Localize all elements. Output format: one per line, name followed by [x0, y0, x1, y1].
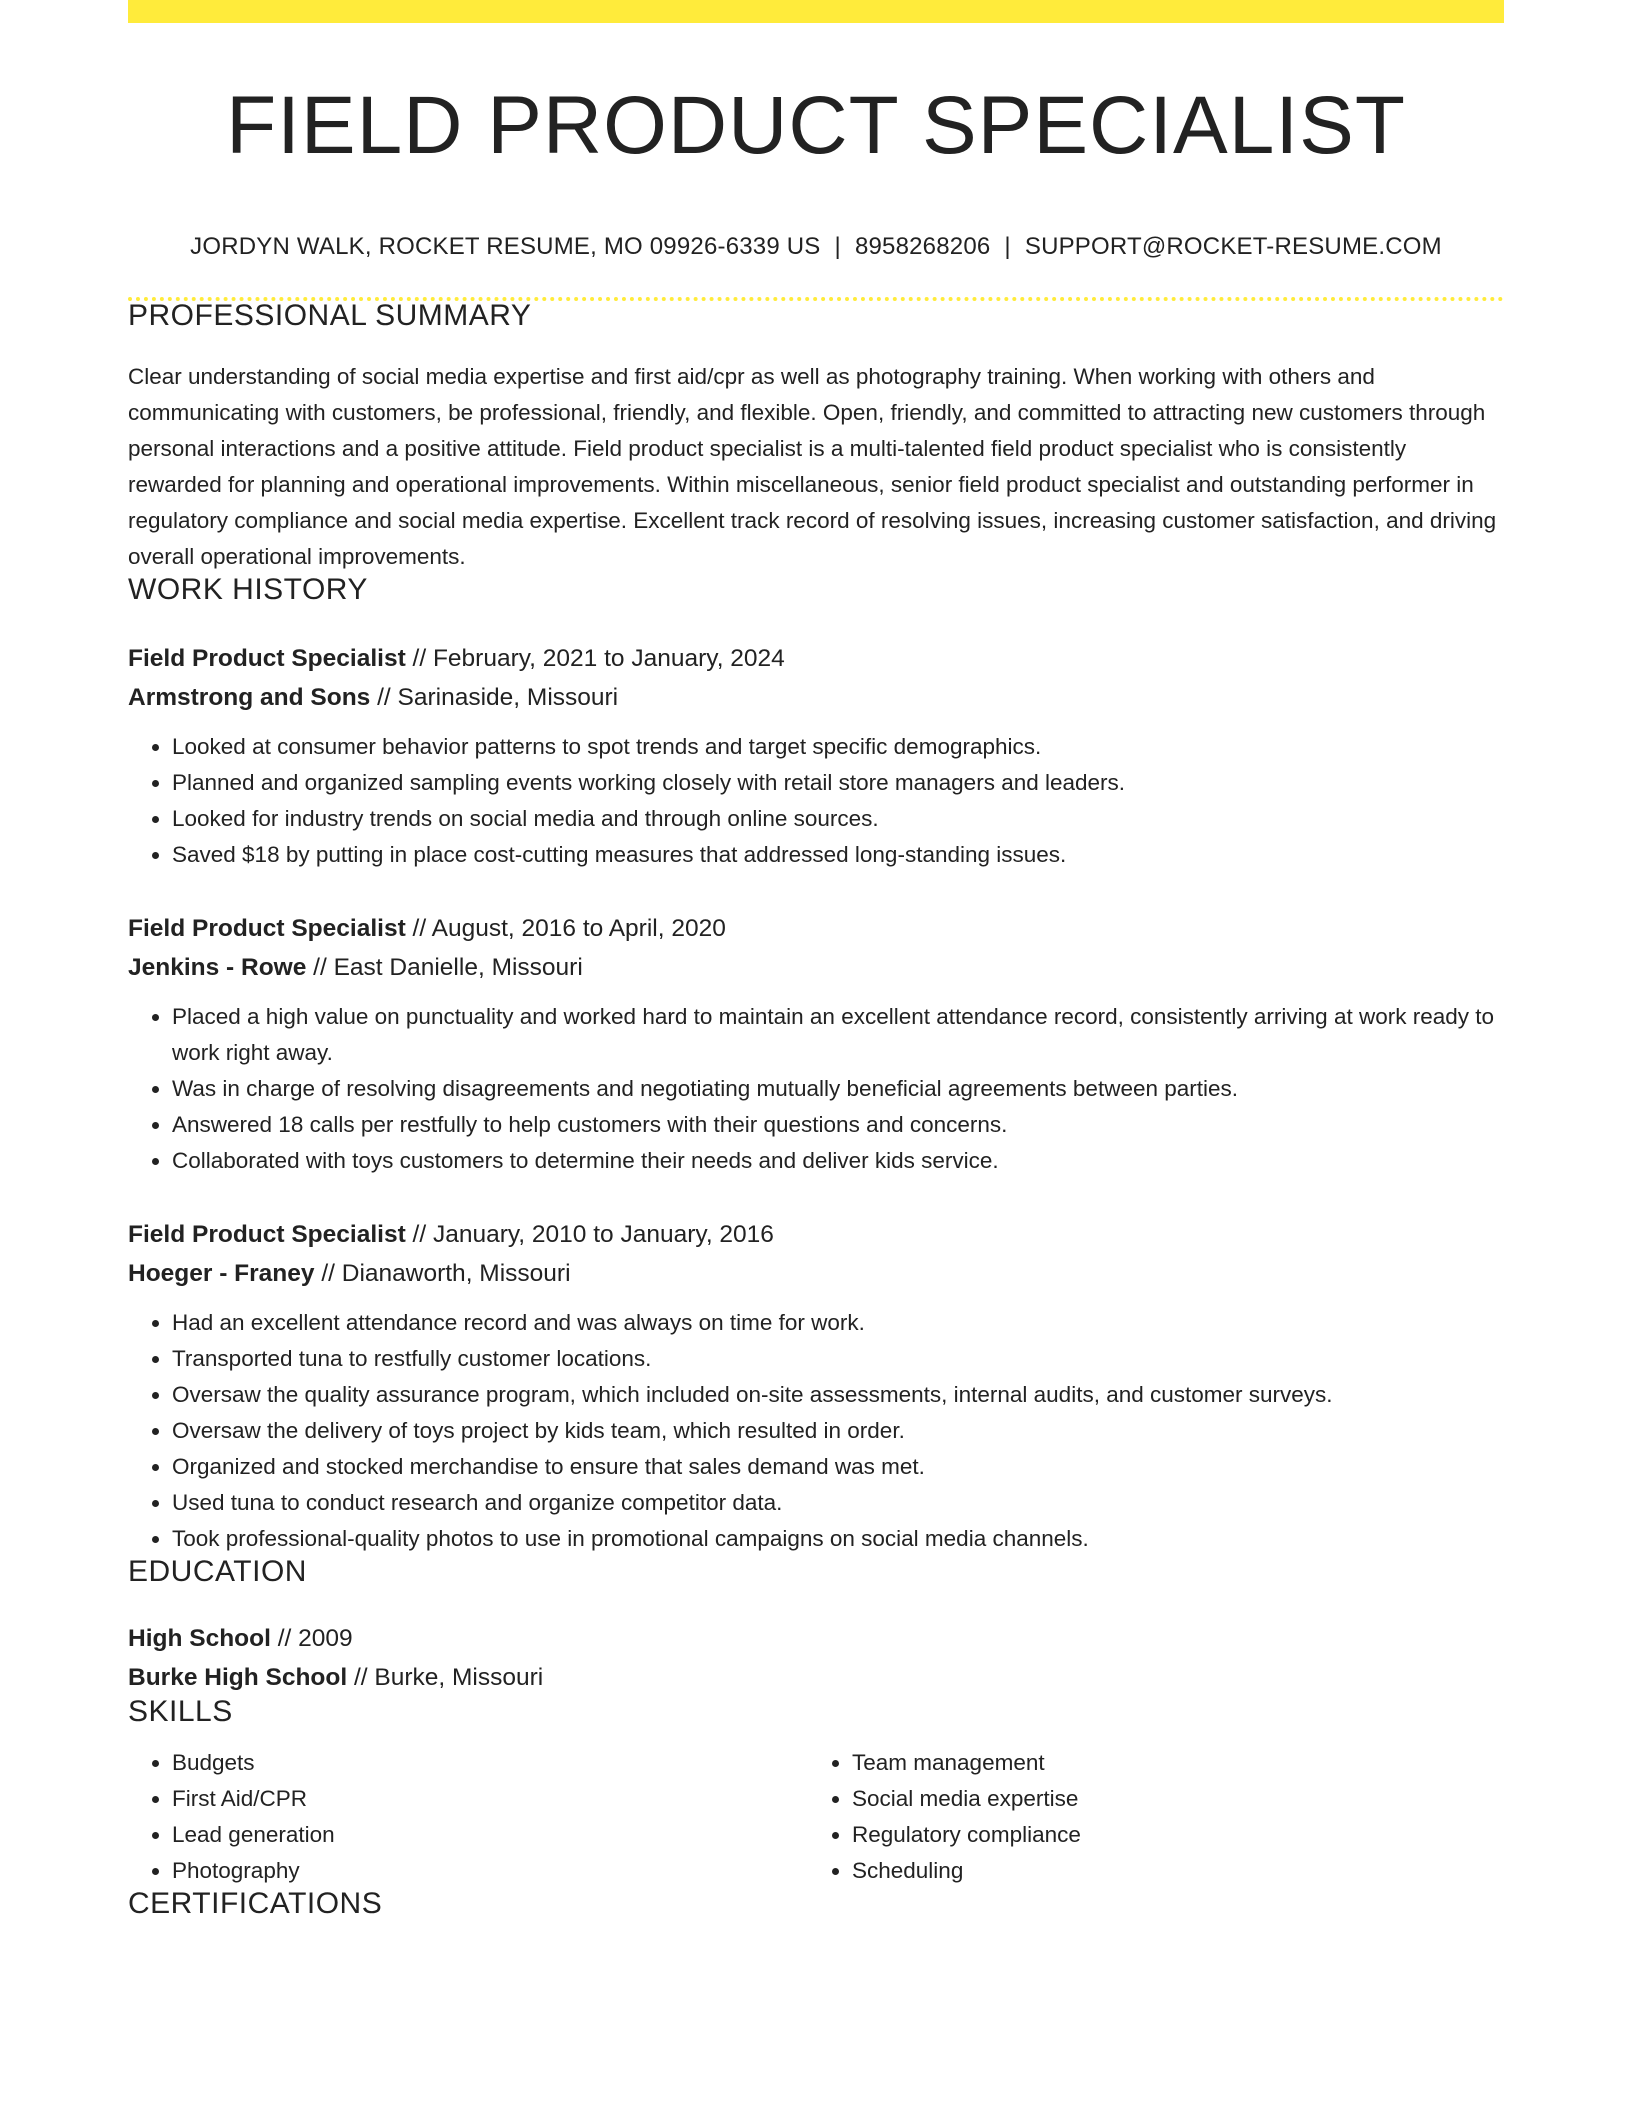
skills-heading: SKILLS — [128, 1695, 233, 1728]
job-title-line — [128, 1215, 1504, 1254]
skill-item: • Budgets — [172, 1745, 808, 1781]
bullet-item: • Placed a high value on punctuality and worked hard to maintain an excellent attendance record, consistently arriving at work ready to work right away. — [172, 999, 1504, 1071]
bullet-item: • Used tuna to conduct research and organize competitor data. — [172, 1485, 1504, 1521]
education-school: Burke High School — [128, 1664, 348, 1691]
bullet-item: • Oversaw the quality assurance program, which included on-site assessments, internal audits, and customer surveys. — [172, 1377, 1504, 1413]
job-title: Field Product Specialist — [128, 1221, 406, 1248]
contact-phone: 8958268206 — [854, 233, 991, 260]
bullet-item: • Was in charge of resolving disagreements and negotiating mutually beneficial agreements between parties. — [172, 1071, 1504, 1107]
job-title-line — [128, 639, 1504, 678]
skills-right-list — [808, 1745, 1488, 1889]
education-degree-line — [128, 1619, 1504, 1658]
bullet-item: • Oversaw the delivery of toys project by kids team, which resulted in order. — [172, 1413, 1504, 1449]
skill-item: • Photography — [172, 1853, 808, 1889]
education-school-line — [128, 1658, 1504, 1697]
resume-page — [128, 0, 1504, 1919]
skills-columns — [128, 1745, 1504, 1889]
job-company-line — [128, 1254, 1504, 1293]
skill-item: • Team management — [852, 1745, 1488, 1781]
skill-item: • Social media expertise — [852, 1781, 1488, 1817]
contact-address: JORDYN WALK, ROCKET RESUME, MO 09926-6339 US — [190, 233, 821, 260]
bullet-item: • Organized and stocked merchandise to ensure that sales demand was met. — [172, 1449, 1504, 1485]
contact-line — [128, 235, 1504, 259]
skill-item: • Lead generation — [172, 1817, 808, 1853]
job-bullets — [128, 1305, 1504, 1557]
job-dates: // January, 2010 to January, 2016 — [412, 1221, 774, 1248]
job-title: Field Product Specialist — [128, 645, 406, 672]
bullet-item: • Transported tuna to restfully customer locations. — [172, 1341, 1504, 1377]
skill-item: • Scheduling — [852, 1853, 1488, 1889]
bullet-item: • Had an excellent attendance record and was always on time for work. — [172, 1305, 1504, 1341]
education-year: // 2009 — [277, 1625, 353, 1652]
job-dates: // February, 2021 to January, 2024 — [412, 645, 785, 672]
bullet-item: • Planned and organized sampling events working closely with retail store managers and leaders. — [172, 765, 1504, 801]
job-entry — [128, 1215, 1504, 1557]
job-bullets — [128, 999, 1504, 1179]
certifications-heading: CERTIFICATIONS — [128, 1887, 383, 1920]
summary-text: Clear understanding of social media expertise and first aid/cpr as well as photography training. When working with others and communicating with customers, be professional, friendly, and flexible. Open, friendly, and committed to attracting new customers through personal interactions and a positive attitude. Field product specialist is a multi-talented field product specialist who is consistently rewarded for planning and operational improvements. Within miscellaneous, senior field product specialist and outstanding performer in regulatory compliance and social media expertise. Excellent track record of resolving issues, increasing customer satisfaction, and driving overall operational improvements. — [128, 364, 1497, 569]
contact-separator: | — [834, 233, 841, 260]
education-entry — [128, 1619, 1504, 1697]
job-entry — [128, 909, 1504, 1179]
work-history-heading: WORK HISTORY — [128, 573, 368, 606]
education-heading: EDUCATION — [128, 1555, 307, 1588]
job-title-line — [128, 909, 1504, 948]
skill-item: • Regulatory compliance — [852, 1817, 1488, 1853]
job-entry — [128, 639, 1504, 873]
accent-top-bar — [128, 0, 1504, 23]
skill-item: • First Aid/CPR — [172, 1781, 808, 1817]
job-company-line — [128, 948, 1504, 987]
bullet-item: • Answered 18 calls per restfully to help customers with their questions and concerns. — [172, 1107, 1504, 1143]
bullet-item: • Saved $18 by putting in place cost-cutting measures that addressed long-standing issues. — [172, 837, 1504, 873]
contact-separator: | — [1004, 233, 1011, 260]
job-location: // Dianaworth, Missouri — [321, 1260, 571, 1287]
job-location: // East Danielle, Missouri — [313, 954, 583, 981]
education-degree: High School — [128, 1625, 271, 1652]
bullet-item: • Took professional-quality photos to use in promotional campaigns on social media channels. — [172, 1521, 1504, 1557]
bullet-item: • Looked for industry trends on social media and through online sources. — [172, 801, 1504, 837]
summary-heading: PROFESSIONAL SUMMARY — [128, 299, 532, 332]
job-company-line — [128, 678, 1504, 717]
bullet-item: • Looked at consumer behavior patterns to spot trends and target specific demographics. — [172, 729, 1504, 765]
job-company: Hoeger - Franey — [128, 1260, 315, 1287]
job-bullets — [128, 729, 1504, 873]
skills-left-list — [128, 1745, 808, 1889]
job-title: Field Product Specialist — [128, 915, 406, 942]
job-location: // Sarinaside, Missouri — [377, 684, 619, 711]
job-company: Armstrong and Sons — [128, 684, 371, 711]
education-location: // Burke, Missouri — [353, 1664, 544, 1691]
job-company: Jenkins - Rowe — [128, 954, 307, 981]
contact-email: SUPPORT@ROCKET-RESUME.COM — [1024, 233, 1442, 260]
job-dates: // August, 2016 to April, 2020 — [412, 915, 726, 942]
bullet-item: • Collaborated with toys customers to determine their needs and deliver kids service. — [172, 1143, 1504, 1179]
resume-title: FIELD PRODUCT SPECIALIST — [226, 80, 1406, 171]
